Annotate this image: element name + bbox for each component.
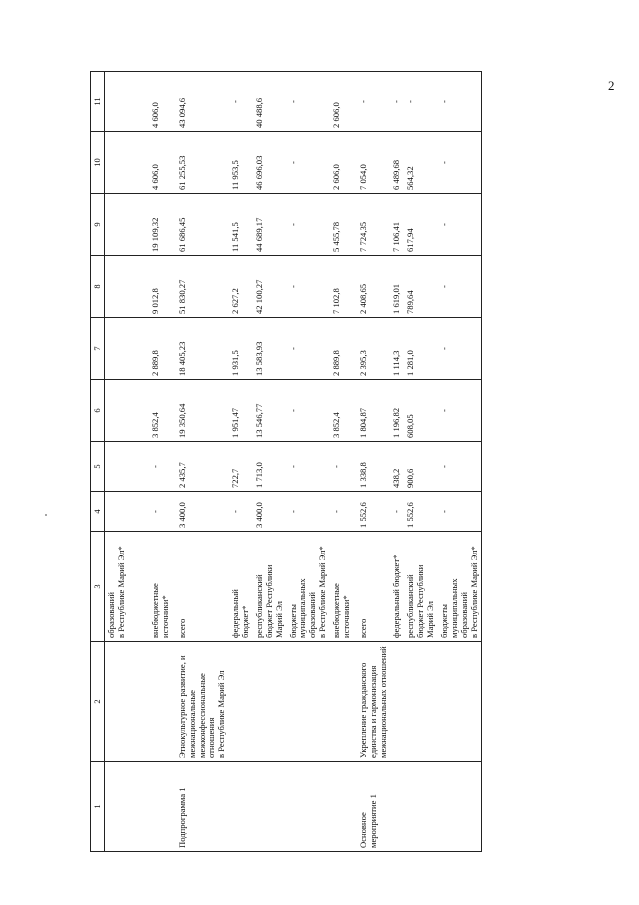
source-cell: республиканский бюджет Республики Марий Эл [253, 532, 287, 642]
value-cell: 2 408,65 [354, 256, 391, 318]
value-cell: - [287, 380, 331, 442]
table-row [287, 72, 331, 852]
value-cell: - [330, 442, 354, 492]
value-cell: 4 606,0 [149, 72, 173, 132]
name-cell [105, 642, 150, 762]
value-cell: - [149, 442, 173, 492]
budget-table [90, 71, 482, 852]
name-cell: Укрепление гражданского единства и гармонизация межнациональных отношений [354, 642, 391, 762]
value-cell [105, 380, 150, 442]
table-row [354, 72, 391, 852]
value-cell: - [438, 194, 482, 256]
value-cell: - [390, 72, 404, 132]
name-cell [438, 642, 482, 762]
name-cell: Этнокультурное развитие, и межнациональные межконфессиональные отношения в Республике Марий Эл [173, 642, 229, 762]
name-cell [330, 642, 354, 762]
value-cell: 1 281,0 [404, 318, 438, 380]
value-cell: 13 546,77 [253, 380, 287, 442]
value-cell: - [438, 72, 482, 132]
value-cell: 6 489,68 [390, 132, 404, 194]
value-cell [105, 194, 150, 256]
program-cell [287, 762, 331, 852]
table-row [253, 72, 287, 852]
value-cell: 3 400,0 [253, 492, 287, 532]
value-cell: 3 400,0 [173, 492, 229, 532]
value-cell: 18 405,23 [173, 318, 229, 380]
value-cell [105, 72, 150, 132]
name-cell [229, 642, 253, 762]
program-cell [105, 762, 150, 852]
value-cell: 7 054,0 [354, 132, 391, 194]
value-cell: 2 889,8 [149, 318, 173, 380]
name-cell [253, 642, 287, 762]
value-cell: 2 627,2 [229, 256, 253, 318]
name-cell [287, 642, 331, 762]
value-cell: 617,94 [404, 194, 438, 256]
program-cell [438, 762, 482, 852]
value-cell: 900,6 [404, 442, 438, 492]
value-cell: 1 931,5 [229, 318, 253, 380]
value-cell: 2 435,7 [173, 442, 229, 492]
scan-speck [45, 514, 47, 516]
value-cell: 61 255,53 [173, 132, 229, 194]
program-cell [390, 762, 404, 852]
value-cell: 1 552,6 [354, 492, 391, 532]
program-cell [229, 762, 253, 852]
col-header: 4 [91, 492, 105, 532]
col-header: 6 [91, 380, 105, 442]
value-cell: 3 852,4 [149, 380, 173, 442]
col-header: 8 [91, 256, 105, 318]
value-cell: 1 713,0 [253, 442, 287, 492]
value-cell: - [229, 492, 253, 532]
table-row [404, 72, 438, 852]
value-cell: 42 100,27 [253, 256, 287, 318]
value-cell: - [438, 442, 482, 492]
value-cell: - [390, 492, 404, 532]
rotated-table-wrapper [90, 72, 600, 852]
program-cell [330, 762, 354, 852]
value-cell: - [287, 442, 331, 492]
value-cell: 9 012,8 [149, 256, 173, 318]
value-cell: 1 552,6 [404, 492, 438, 532]
value-cell: 722,7 [229, 442, 253, 492]
value-cell: 1 338,8 [354, 442, 391, 492]
value-cell [105, 492, 150, 532]
col-header: 10 [91, 132, 105, 194]
source-cell: образований в Республике Марий Эл* [105, 532, 150, 642]
value-cell [105, 442, 150, 492]
col-header: 7 [91, 318, 105, 380]
program-cell [149, 762, 173, 852]
col-header: 5 [91, 442, 105, 492]
col-header: 9 [91, 194, 105, 256]
value-cell: 2 889,8 [330, 318, 354, 380]
value-cell: - [404, 72, 438, 132]
value-cell: 608,05 [404, 380, 438, 442]
value-cell: - [330, 492, 354, 532]
source-cell: всего [173, 532, 229, 642]
value-cell: 11 953,5 [229, 132, 253, 194]
value-cell: - [149, 492, 173, 532]
value-cell: 1 619,01 [390, 256, 404, 318]
value-cell: 7 102,8 [330, 256, 354, 318]
table-row [173, 72, 229, 852]
value-cell: 438,2 [390, 442, 404, 492]
value-cell: 40 488,6 [253, 72, 287, 132]
value-cell: 564,32 [404, 132, 438, 194]
program-cell [404, 762, 438, 852]
value-cell: 2 606,0 [330, 72, 354, 132]
value-cell: 19 350,64 [173, 380, 229, 442]
table-row [390, 72, 404, 852]
value-cell: - [287, 72, 331, 132]
col-header: 2 [91, 642, 105, 762]
source-cell: федеральный бюджет* [390, 532, 404, 642]
value-cell: 1 804,87 [354, 380, 391, 442]
value-cell: 1 196,82 [390, 380, 404, 442]
value-cell [105, 318, 150, 380]
value-cell: - [287, 194, 331, 256]
col-header: 11 [91, 72, 105, 132]
value-cell: - [287, 132, 331, 194]
header-row [91, 72, 105, 852]
name-cell [404, 642, 438, 762]
value-cell: - [287, 318, 331, 380]
value-cell: 11 541,5 [229, 194, 253, 256]
name-cell [149, 642, 173, 762]
value-cell: - [438, 256, 482, 318]
value-cell: 789,64 [404, 256, 438, 318]
value-cell: 2 606,0 [330, 132, 354, 194]
value-cell: 2 395,3 [354, 318, 391, 380]
source-cell: внебюджетные источники* [330, 532, 354, 642]
value-cell: 3 852,4 [330, 380, 354, 442]
value-cell: 19 109,32 [149, 194, 173, 256]
table-row [105, 72, 150, 852]
value-cell: - [287, 256, 331, 318]
source-cell: бюджеты муниципальных образований в Республике Марий Эл* [287, 532, 331, 642]
page-number: 2 [608, 78, 615, 93]
value-cell: - [438, 318, 482, 380]
value-cell: 1 114,3 [390, 318, 404, 380]
program-cell: Основное мероприятие 1 [354, 762, 391, 852]
value-cell: 13 583,93 [253, 318, 287, 380]
value-cell: - [229, 72, 253, 132]
table-row [330, 72, 354, 852]
value-cell: - [438, 380, 482, 442]
source-cell: республиканский бюджет Республики Марий Эл [404, 532, 438, 642]
col-header: 1 [91, 762, 105, 852]
table-row [229, 72, 253, 852]
value-cell: 7 724,35 [354, 194, 391, 256]
table-row [149, 72, 173, 852]
value-cell: 51 830,27 [173, 256, 229, 318]
source-cell: бюджеты муниципальных образований в Республике Марий Эл* [438, 532, 482, 642]
value-cell: 4 606,0 [149, 132, 173, 194]
source-cell: всего [354, 532, 391, 642]
value-cell: - [438, 132, 482, 194]
value-cell: - [354, 72, 391, 132]
value-cell: - [287, 492, 331, 532]
value-cell: 46 696,03 [253, 132, 287, 194]
value-cell: 43 094,6 [173, 72, 229, 132]
source-cell: федеральный бюджет* [229, 532, 253, 642]
value-cell: 5 455,78 [330, 194, 354, 256]
name-cell [390, 642, 404, 762]
value-cell: 61 686,45 [173, 194, 229, 256]
value-cell [105, 132, 150, 194]
source-cell: внебюджетные источники* [149, 532, 173, 642]
value-cell: - [438, 492, 482, 532]
value-cell [105, 256, 150, 318]
value-cell: 7 106,41 [390, 194, 404, 256]
col-header: 3 [91, 532, 105, 642]
value-cell: 1 951,47 [229, 380, 253, 442]
program-cell [253, 762, 287, 852]
table-row [438, 72, 482, 852]
program-cell: Подпрограмма 1 [173, 762, 229, 852]
value-cell: 44 689,17 [253, 194, 287, 256]
